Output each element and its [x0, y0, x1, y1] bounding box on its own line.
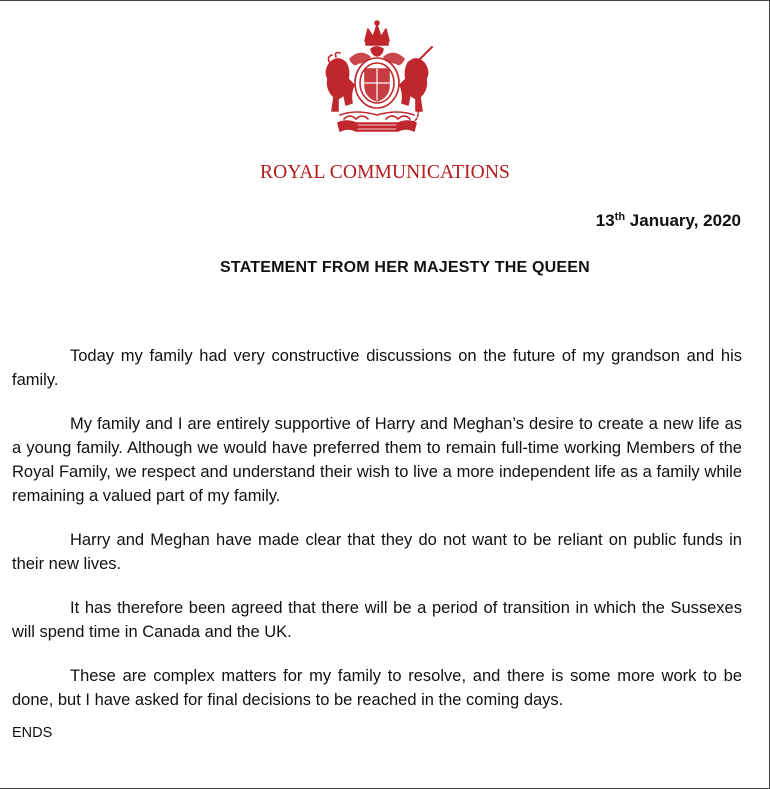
date-suffix: th	[614, 211, 626, 223]
paragraph: Today my family had very constructive discussions on the future of my grandson and his family.	[12, 347, 742, 389]
ends-marker: ENDS	[12, 725, 53, 741]
paragraph: These are complex matters for my family to resolve, and there is some more work to be done, but I have asked for final decisions to be reached in the coming days.	[12, 667, 742, 709]
paragraph: Harry and Meghan have made clear that they do not want to be reliant on public funds in their new lives.	[12, 531, 742, 573]
statement-date	[596, 211, 741, 231]
date-rest: January, 2020	[625, 211, 741, 230]
header-title: ROYAL COMMUNICATIONS	[260, 162, 510, 183]
paragraph: My family and I are entirely supportive of Harry and Meghan’s desire to create a new life as a young family. Although we would have preferred them to remain full-time working Members of the Royal Family, we respect and understand their wish to live a more independent life as a family while remaining a valued part of my family.	[12, 415, 742, 505]
statement-body	[12, 344, 742, 732]
royal-crest-icon	[316, 19, 438, 135]
paragraph: It has therefore been agreed that there will be a period of transition in which the Sussexes will spend time in Canada and the UK.	[12, 599, 742, 641]
statement-title: STATEMENT FROM HER MAJESTY THE QUEEN	[220, 259, 590, 276]
date-day: 13	[595, 211, 615, 230]
